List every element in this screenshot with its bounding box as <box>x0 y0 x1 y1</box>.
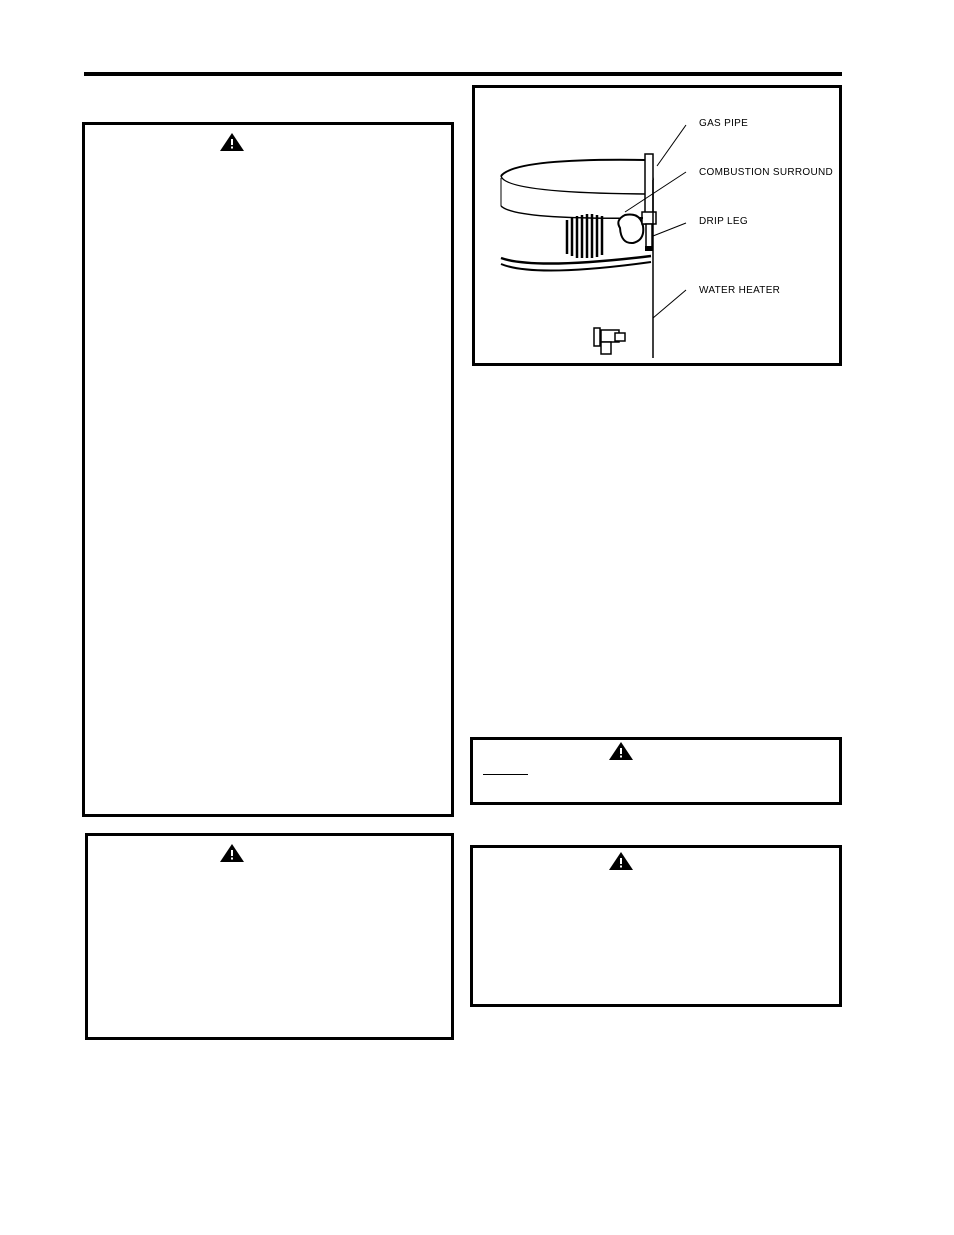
label-drip-leg: DRIP LEG <box>699 216 748 227</box>
warning-triangle-icon <box>609 852 633 870</box>
warning-box-large <box>82 122 454 817</box>
water-heater-drawing <box>475 88 839 363</box>
warning-triangle-icon <box>220 133 244 151</box>
warning-triangle-icon <box>220 844 244 862</box>
warning-box-lower-left <box>85 833 454 1040</box>
warning-box-lower-right <box>470 845 842 1007</box>
drip-leg-figure <box>472 85 842 366</box>
warning-triangle-icon <box>609 742 633 760</box>
label-combustion-surround: COMBUSTION SURROUND <box>699 167 834 178</box>
underline-mark <box>483 774 528 775</box>
header-rule <box>84 72 842 76</box>
warning-box-small <box>470 737 842 805</box>
label-gas-pipe: GAS PIPE <box>699 118 749 129</box>
label-water-heater: WATER HEATER <box>699 285 781 296</box>
